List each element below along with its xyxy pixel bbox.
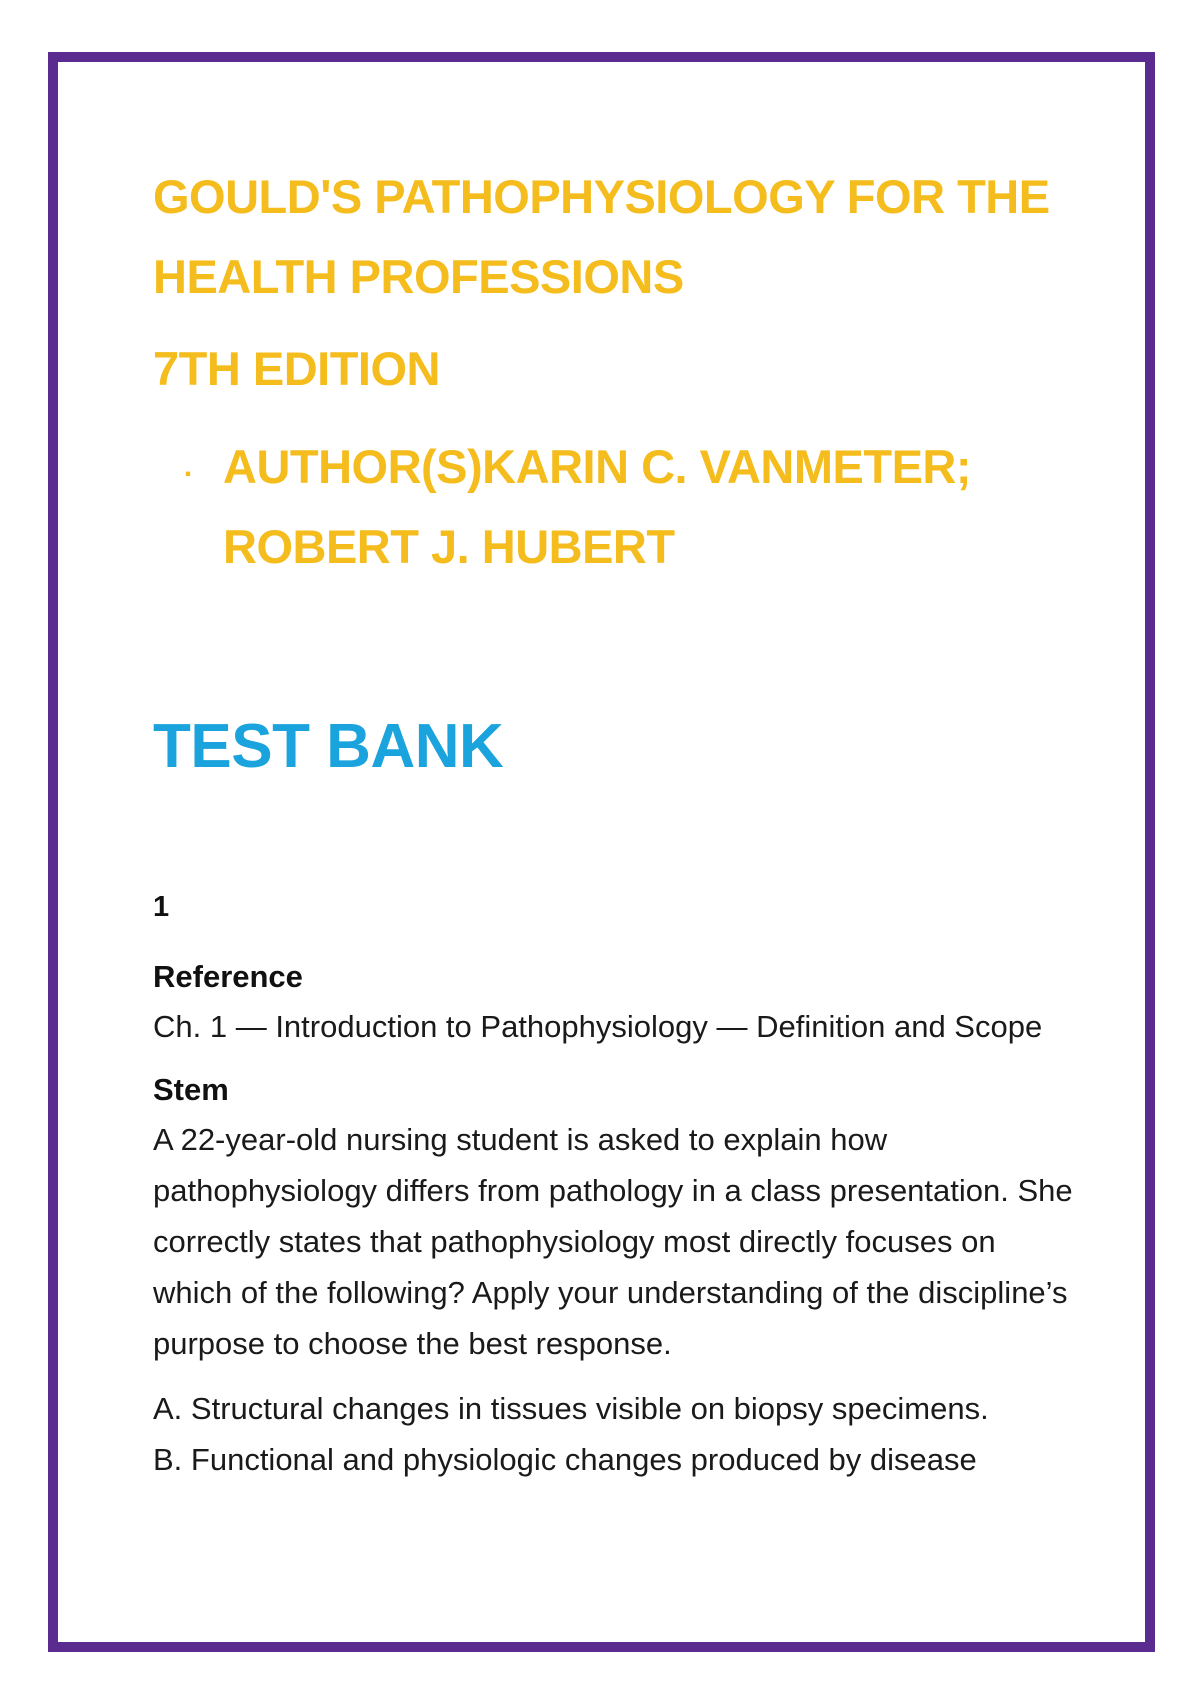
answer-option-b: B. Functional and physiologic changes produced by disease: [153, 1442, 977, 1477]
book-title: GOULD'S PATHOPHYSIOLOGY FOR THE HEALTH PROFESSIONS: [153, 170, 1050, 303]
bullet-icon: .: [183, 450, 193, 483]
page-frame: [48, 52, 1155, 1652]
authors-text: AUTHOR(S)KARIN C. VANMETER; ROBERT J. HUBERT: [223, 440, 972, 573]
edition-label: 7TH EDITION: [153, 342, 440, 395]
stem-text: A 22-year-old nursing student is asked to explain how pathophysiology differs from pathology in a class presentation. She correctly states that pathophysiology most directly focuses on which of the following? Apply your understanding of the discipline’s purpose to choose the best response.: [153, 1122, 1073, 1361]
reference-text: Ch. 1 — Introduction to Pathophysiology — Definition and Scope: [153, 1009, 1043, 1044]
page-content: [153, 157, 1083, 1485]
test-bank-heading: TEST BANK: [153, 712, 504, 781]
answer-options: [153, 1383, 1083, 1485]
reference-label: Reference: [153, 959, 303, 994]
answer-option-a: A. Structural changes in tissues visible on biopsy specimens.: [153, 1391, 989, 1426]
authors-line: [153, 427, 1083, 587]
stem-label: Stem: [153, 1072, 229, 1107]
question-number: 1: [153, 891, 170, 923]
